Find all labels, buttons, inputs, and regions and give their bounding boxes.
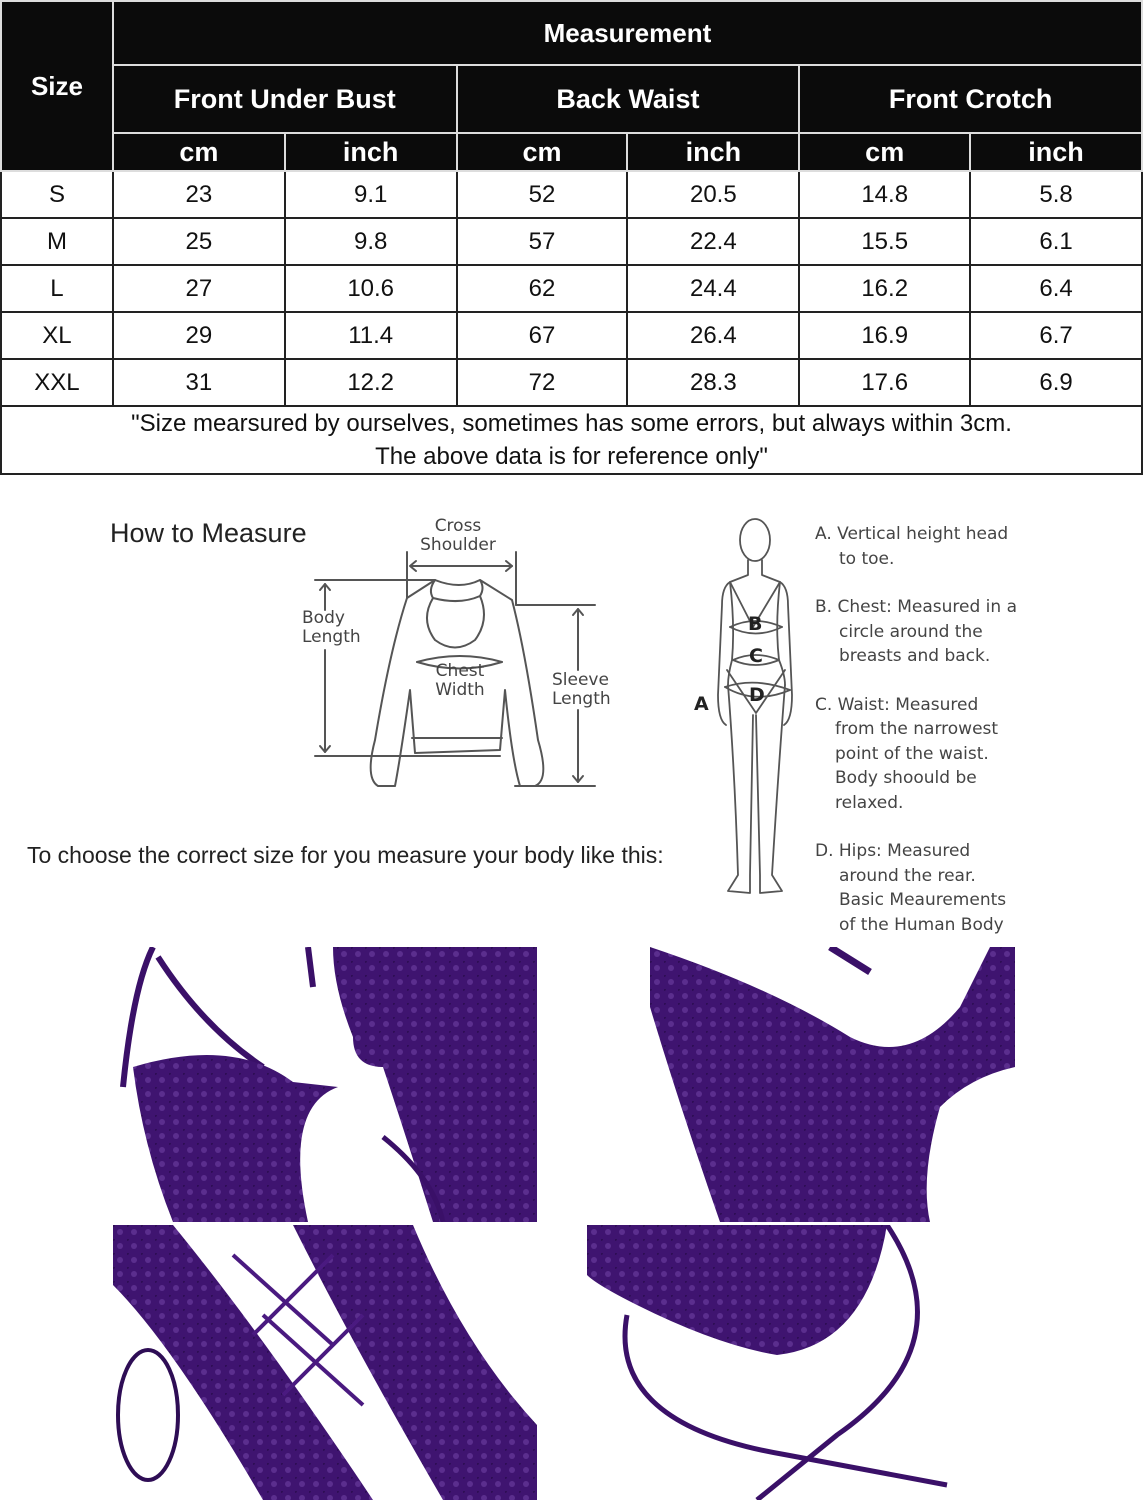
legend-item-b: B. Chest: Measured in a circle around the breasts and back. bbox=[815, 597, 1017, 666]
label-c: C bbox=[749, 645, 763, 667]
value-cell: 16.2 bbox=[799, 265, 970, 312]
body-outline-icon bbox=[690, 515, 810, 915]
group-header-back-waist: Back Waist bbox=[457, 65, 800, 133]
unit-header: inch bbox=[970, 133, 1142, 171]
label-body-length-1: Body bbox=[302, 608, 345, 628]
size-header: Size bbox=[1, 1, 113, 171]
lace-up-back-image-icon bbox=[113, 1225, 537, 1500]
label-sleeve-length-1: Sleeve bbox=[552, 670, 609, 690]
value-cell: 27 bbox=[113, 265, 285, 312]
value-cell: 52 bbox=[457, 171, 628, 218]
size-cell: XL bbox=[1, 312, 113, 359]
value-cell: 22.4 bbox=[627, 218, 799, 265]
measurement-header: Measurement bbox=[113, 1, 1142, 65]
legend-item-d: D. Hips: Measured around the rear. Basic Meaurements of the Human Body bbox=[815, 841, 1007, 935]
table-row bbox=[1, 312, 1142, 359]
garment-measure-diagram bbox=[290, 510, 630, 820]
group-header-front-under-bust: Front Under Bust bbox=[113, 65, 457, 133]
value-cell: 31 bbox=[113, 359, 285, 406]
group-header-front-crotch: Front Crotch bbox=[799, 65, 1142, 133]
unit-header: inch bbox=[285, 133, 457, 171]
label-b: B bbox=[748, 613, 763, 635]
value-cell: 9.8 bbox=[285, 218, 457, 265]
lace-thong-image-icon bbox=[587, 1225, 1015, 1500]
product-photo-2 bbox=[650, 947, 1015, 1222]
note-line-2: The above data is for reference only" bbox=[375, 443, 768, 470]
value-cell: 15.5 bbox=[799, 218, 970, 265]
size-cell: XXL bbox=[1, 359, 113, 406]
value-cell: 57 bbox=[457, 218, 628, 265]
table-row bbox=[1, 171, 1142, 218]
how-to-measure-title: How to Measure bbox=[110, 518, 307, 548]
value-cell: 26.4 bbox=[627, 312, 799, 359]
legend-item-c: C. Waist: Measured from the narrowest point of the waist. Body shoould be relaxed. bbox=[815, 694, 999, 813]
label-d: D bbox=[749, 684, 765, 706]
unit-header: inch bbox=[627, 133, 799, 171]
label-cross-shoulder-2: Shoulder bbox=[420, 535, 496, 555]
value-cell: 29 bbox=[113, 312, 285, 359]
value-cell: 23 bbox=[113, 171, 285, 218]
value-cell: 10.6 bbox=[285, 265, 457, 312]
value-cell: 25 bbox=[113, 218, 285, 265]
value-cell: 17.6 bbox=[799, 359, 970, 406]
value-cell: 16.9 bbox=[799, 312, 970, 359]
size-cell: L bbox=[1, 265, 113, 312]
label-body-length-2: Length bbox=[302, 627, 361, 647]
note-line-1: "Size mearsured by ourselves, sometimes has some errors, but always within 3cm. bbox=[131, 410, 1012, 437]
table-row bbox=[1, 265, 1142, 312]
value-cell: 72 bbox=[457, 359, 628, 406]
lace-cup-image-icon bbox=[113, 947, 537, 1222]
measure-instruction: To choose the correct size for you measure your body like this: bbox=[27, 842, 664, 868]
size-cell: M bbox=[1, 218, 113, 265]
unit-header: cm bbox=[799, 133, 970, 171]
label-a: A bbox=[694, 693, 709, 715]
value-cell: 28.3 bbox=[627, 359, 799, 406]
body-measure-legend bbox=[815, 522, 1035, 961]
product-photo-1 bbox=[113, 947, 537, 1222]
unit-header: cm bbox=[113, 133, 285, 171]
body-measure-diagram bbox=[690, 515, 810, 915]
value-cell: 6.7 bbox=[970, 312, 1142, 359]
value-cell: 11.4 bbox=[285, 312, 457, 359]
lace-cup-closeup-image-icon bbox=[650, 947, 1015, 1222]
table-row bbox=[1, 359, 1142, 406]
unit-header: cm bbox=[457, 133, 628, 171]
value-cell: 20.5 bbox=[627, 171, 799, 218]
product-photo-3 bbox=[113, 1225, 537, 1500]
legend-item-a: A. Vertical height head to toe. bbox=[815, 524, 1009, 569]
label-chest-width-2: Width bbox=[435, 680, 485, 700]
value-cell: 14.8 bbox=[799, 171, 970, 218]
table-row bbox=[1, 218, 1142, 265]
value-cell: 24.4 bbox=[627, 265, 799, 312]
value-cell: 6.4 bbox=[970, 265, 1142, 312]
size-disclaimer-note bbox=[1, 406, 1142, 474]
value-cell: 67 bbox=[457, 312, 628, 359]
value-cell: 5.8 bbox=[970, 171, 1142, 218]
size-chart-table bbox=[0, 0, 1143, 475]
product-photo-4 bbox=[587, 1225, 1015, 1500]
value-cell: 6.1 bbox=[970, 218, 1142, 265]
value-cell: 6.9 bbox=[970, 359, 1142, 406]
size-cell: S bbox=[1, 171, 113, 218]
value-cell: 9.1 bbox=[285, 171, 457, 218]
value-cell: 12.2 bbox=[285, 359, 457, 406]
label-chest-width-1: Chest bbox=[435, 661, 485, 681]
label-sleeve-length-2: Length bbox=[552, 689, 611, 709]
value-cell: 62 bbox=[457, 265, 628, 312]
note-row bbox=[1, 406, 1142, 474]
label-cross-shoulder-1: Cross bbox=[434, 516, 482, 536]
